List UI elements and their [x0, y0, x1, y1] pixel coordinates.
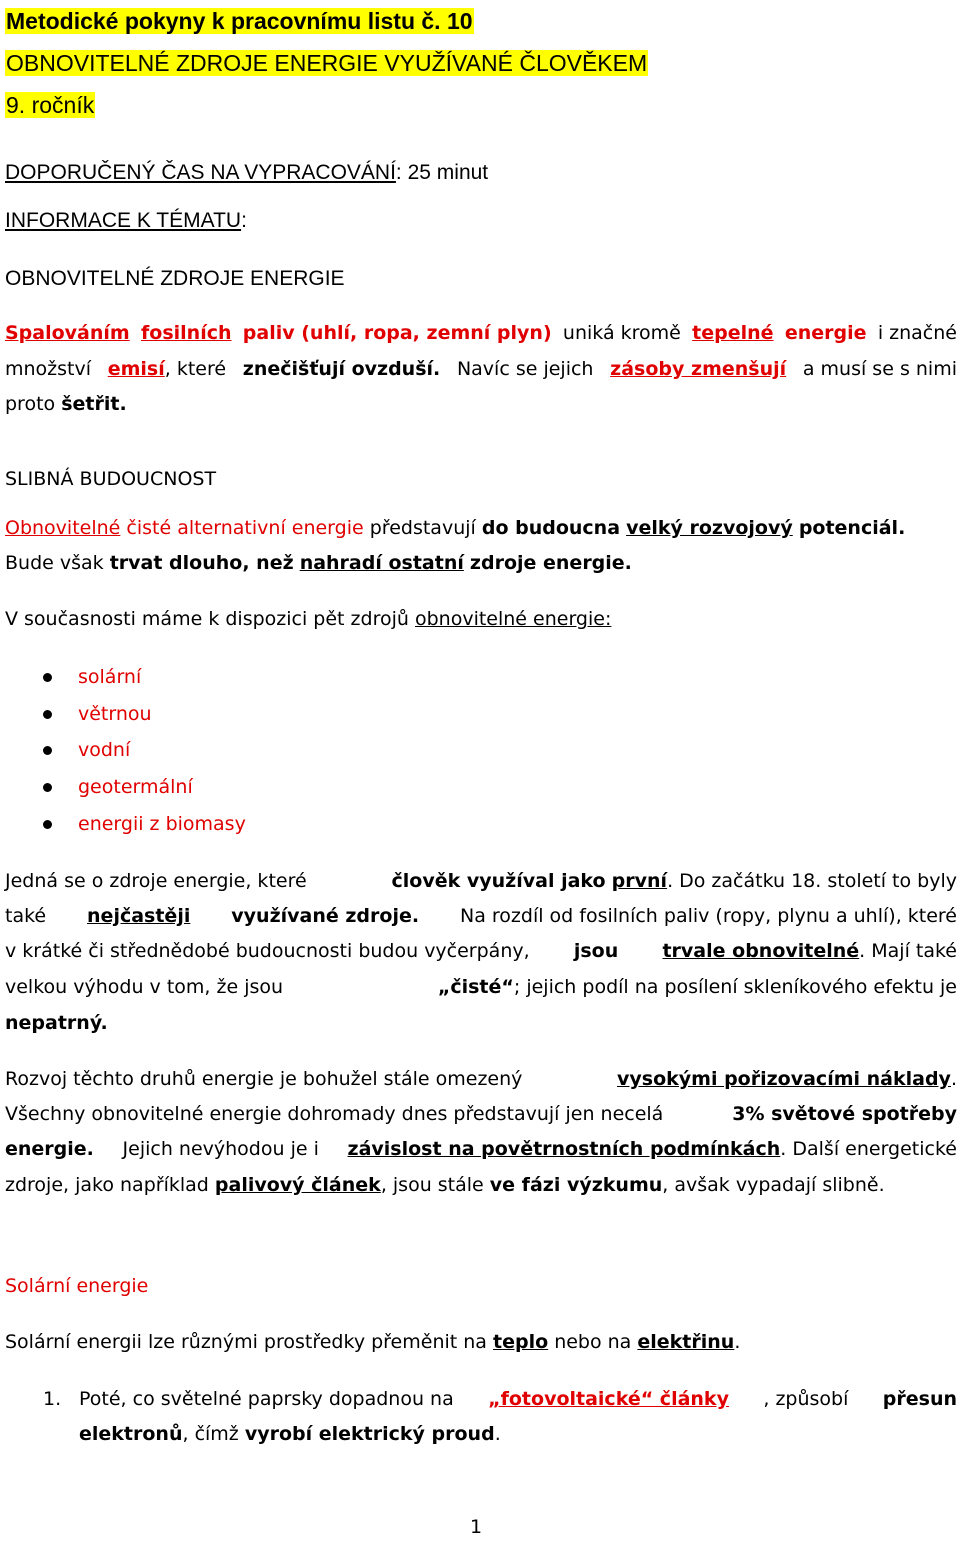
- doc-grade: 9. ročník: [6, 92, 95, 118]
- paragraph-line: také nejčastěji využívané zdroje. Na rozdíl od fosilních paliv (ropy, plynu a uhlí), které: [5, 905, 957, 927]
- bullet-icon: [43, 746, 52, 755]
- section-heading-renewable: OBNOVITELNÉ ZDROJE ENERGIE: [5, 267, 345, 290]
- paragraph-line: Bude však trvat dlouho, než nahradí ostatní zdroje energie.: [5, 552, 632, 574]
- paragraph-line: Rozvoj těchto druhů energie je bohužel stále omezený vysokými pořizovacími náklady.: [5, 1068, 957, 1090]
- section-heading-solar: Solární energie: [5, 1275, 149, 1297]
- bullet-icon: [43, 673, 52, 682]
- paragraph-line: zdroje, jako například palivový článek, jsou stále ve fázi výzkumu, avšak vypadají slibně.: [5, 1174, 885, 1196]
- paragraph-line: velkou výhodu v tom, že jsou „čisté“; jejich podíl na posílení skleníkového efektu je: [5, 976, 957, 998]
- bullet-icon: [43, 783, 52, 792]
- time-line: DOPORUČENÝ ČAS NA VYPRACOVÁNÍ: 25 minut: [5, 161, 489, 184]
- doc-title: Metodické pokyny k pracovnímu listu č. 10: [6, 8, 473, 34]
- paragraph-line: Solární energii lze různými prostředky přeměnit na teplo nebo na elektřinu.: [5, 1331, 741, 1353]
- paragraph-line: Poté, co světelné paprsky dopadnou na „fotovoltaické“ články , způsobí přesun: [79, 1388, 957, 1410]
- bullet-icon: [43, 820, 52, 829]
- paragraph-line: v krátké či střednědobé budoucnosti budou vyčerpány, jsou trvale obnovitelné. Mají také: [5, 940, 957, 962]
- paragraph-line: Jedná se o zdroje energie, které člověk využíval jako první. Do začátku 18. století to byly: [5, 870, 957, 892]
- paragraph-line: Všechny obnovitelné energie dohromady dnes představují jen necelá 3% světové spotřeby: [5, 1103, 957, 1125]
- paragraph-line: Obnovitelné čisté alternativní energie představují do budoucna velký rozvojový potenciál.: [5, 517, 906, 539]
- paragraph-line: množství emisí, které znečišťují ovzduší. Navíc se jejich zásoby zmenšují a musí se s nimi: [5, 358, 957, 380]
- paragraph-line: V současnosti máme k dispozici pět zdrojů obnovitelné energie:: [5, 608, 612, 630]
- paragraph-line: proto šetřit.: [5, 393, 127, 415]
- doc-topic: OBNOVITELNÉ ZDROJE ENERGIE VYUŽÍVANÉ ČLOVĚKEM: [6, 50, 648, 76]
- bullet-icon: [43, 710, 52, 719]
- paragraph-line: nepatrný.: [5, 1012, 108, 1034]
- paragraph-line: energie. Jejich nevýhodou je i závislost na povětrnostních podmínkách. Další energetické: [5, 1138, 957, 1160]
- paragraph-line: Spalováním fosilních paliv (uhlí, ropa, zemní plyn) uniká kromě tepelné energie i značné: [5, 322, 957, 344]
- section-heading-future: SLIBNÁ BUDOUCNOST: [5, 468, 217, 490]
- paragraph-line: elektronů, čímž vyrobí elektrický proud.: [79, 1423, 501, 1445]
- page-number: 1: [470, 1516, 483, 1538]
- list-number: 1.: [43, 1388, 62, 1410]
- info-line: INFORMACE K TÉMATU:: [5, 209, 247, 232]
